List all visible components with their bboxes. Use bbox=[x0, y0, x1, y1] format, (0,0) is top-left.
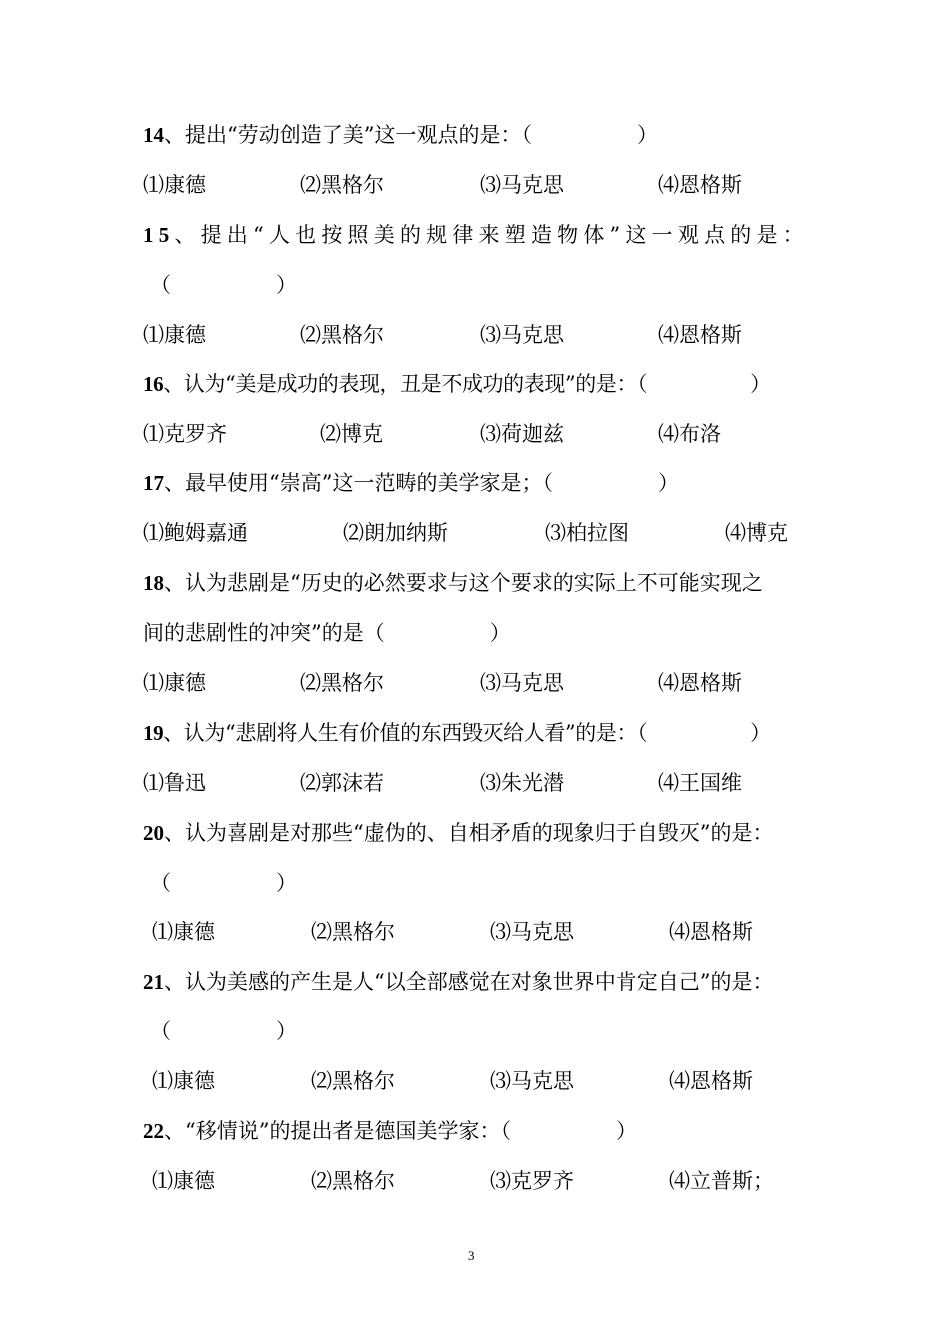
option-1: ⑴康德 bbox=[152, 1069, 215, 1093]
question-17 bbox=[143, 468, 679, 498]
option-4: ⑷博克 bbox=[725, 521, 788, 545]
question-text: 、提出“劳动创造了美”这一观点的是：（ ） bbox=[164, 123, 658, 147]
option-2: ⑵黑格尔 bbox=[311, 1169, 395, 1193]
option-2: ⑵博克 bbox=[320, 422, 383, 446]
option-1: ⑴克罗齐 bbox=[143, 422, 227, 446]
option-2: ⑵朗加纳斯 bbox=[343, 521, 448, 545]
question-16 bbox=[143, 369, 771, 399]
page-number: 3 bbox=[468, 1248, 475, 1263]
option-3: ⑶马克思 bbox=[480, 671, 564, 695]
option-1: ⑴康德 bbox=[152, 1169, 215, 1193]
option-2: ⑵黑格尔 bbox=[300, 671, 384, 695]
question-continuation: （ ） bbox=[150, 273, 297, 297]
question-number: 21 bbox=[143, 970, 164, 994]
question-text: 、认为悲剧是“历史的必然要求与这个要求的实际上不可能实现之 bbox=[164, 571, 763, 595]
option-3: ⑶马克思 bbox=[490, 920, 574, 944]
option-2: ⑵黑格尔 bbox=[311, 1069, 395, 1093]
question-number: 16 bbox=[143, 372, 164, 396]
option-4: ⑷恩格斯 bbox=[669, 1069, 753, 1093]
question-21 bbox=[143, 967, 773, 997]
question-number: 14 bbox=[143, 123, 164, 147]
question-continuation: 间的悲剧性的冲突”的是（ ） bbox=[143, 621, 511, 645]
question-22 bbox=[143, 1116, 637, 1146]
option-3: ⑶柏拉图 bbox=[545, 521, 629, 545]
option-4: ⑷布洛 bbox=[658, 422, 721, 446]
question-14 bbox=[143, 120, 658, 150]
option-4: ⑷恩格斯 bbox=[658, 173, 742, 197]
question-text: 、认为“美是成功的表现，丑是不成功的表现”的是：（ ） bbox=[163, 372, 771, 396]
question-15 bbox=[143, 220, 809, 250]
question-number: 17 bbox=[143, 471, 164, 495]
option-2: ⑵黑格尔 bbox=[311, 920, 395, 944]
option-4: ⑷恩格斯 bbox=[658, 671, 742, 695]
option-1: ⑴鲍姆嘉通 bbox=[143, 521, 248, 545]
question-text: 、认为喜剧是对那些“虚伪的、自相矛盾的现象归于自毁灭”的是： bbox=[164, 821, 774, 845]
option-1: ⑴鲁迅 bbox=[143, 771, 206, 795]
option-3: ⑶克罗齐 bbox=[490, 1169, 574, 1193]
option-4: ⑷恩格斯 bbox=[658, 323, 742, 347]
question-number: 18 bbox=[143, 571, 164, 595]
question-number: 20 bbox=[143, 821, 164, 845]
option-3: ⑶朱光潜 bbox=[480, 771, 564, 795]
option-3: ⑶荷迦兹 bbox=[480, 422, 564, 446]
question-number: 22 bbox=[143, 1119, 164, 1143]
option-1: ⑴康德 bbox=[152, 920, 215, 944]
question-text: 、“移情说”的提出者是德国美学家：（ ） bbox=[164, 1119, 637, 1143]
option-4: ⑷王国维 bbox=[658, 771, 742, 795]
question-number: 19 bbox=[143, 721, 164, 745]
option-4: ⑷立普斯； bbox=[669, 1169, 774, 1193]
option-2: ⑵黑格尔 bbox=[300, 173, 384, 197]
question-text: 、认为“悲剧将人生有价值的东西毁灭给人看”的是：（ ） bbox=[163, 721, 771, 745]
option-3: ⑶马克思 bbox=[490, 1069, 574, 1093]
option-1: ⑴康德 bbox=[143, 671, 206, 695]
option-1: ⑴康德 bbox=[143, 323, 206, 347]
option-1: ⑴康德 bbox=[143, 173, 206, 197]
question-18 bbox=[143, 568, 763, 598]
option-3: ⑶马克思 bbox=[480, 173, 564, 197]
option-2: ⑵黑格尔 bbox=[300, 323, 384, 347]
question-text: 、提出“人也按照美的规律来塑造物体”这一观点的是： bbox=[174, 223, 809, 247]
option-4: ⑷恩格斯 bbox=[669, 920, 753, 944]
question-number: 15 bbox=[143, 223, 175, 247]
question-continuation: （ ） bbox=[150, 871, 297, 895]
question-19 bbox=[143, 718, 771, 748]
question-text: 、认为美感的产生是人“以全部感觉在对象世界中肯定自己”的是： bbox=[164, 970, 774, 994]
option-2: ⑵郭沫若 bbox=[300, 771, 384, 795]
question-continuation: （ ） bbox=[150, 1019, 297, 1043]
option-3: ⑶马克思 bbox=[480, 323, 564, 347]
question-20 bbox=[143, 818, 773, 848]
question-text: 、最早使用“崇高”这一范畴的美学家是；（ ） bbox=[164, 471, 679, 495]
